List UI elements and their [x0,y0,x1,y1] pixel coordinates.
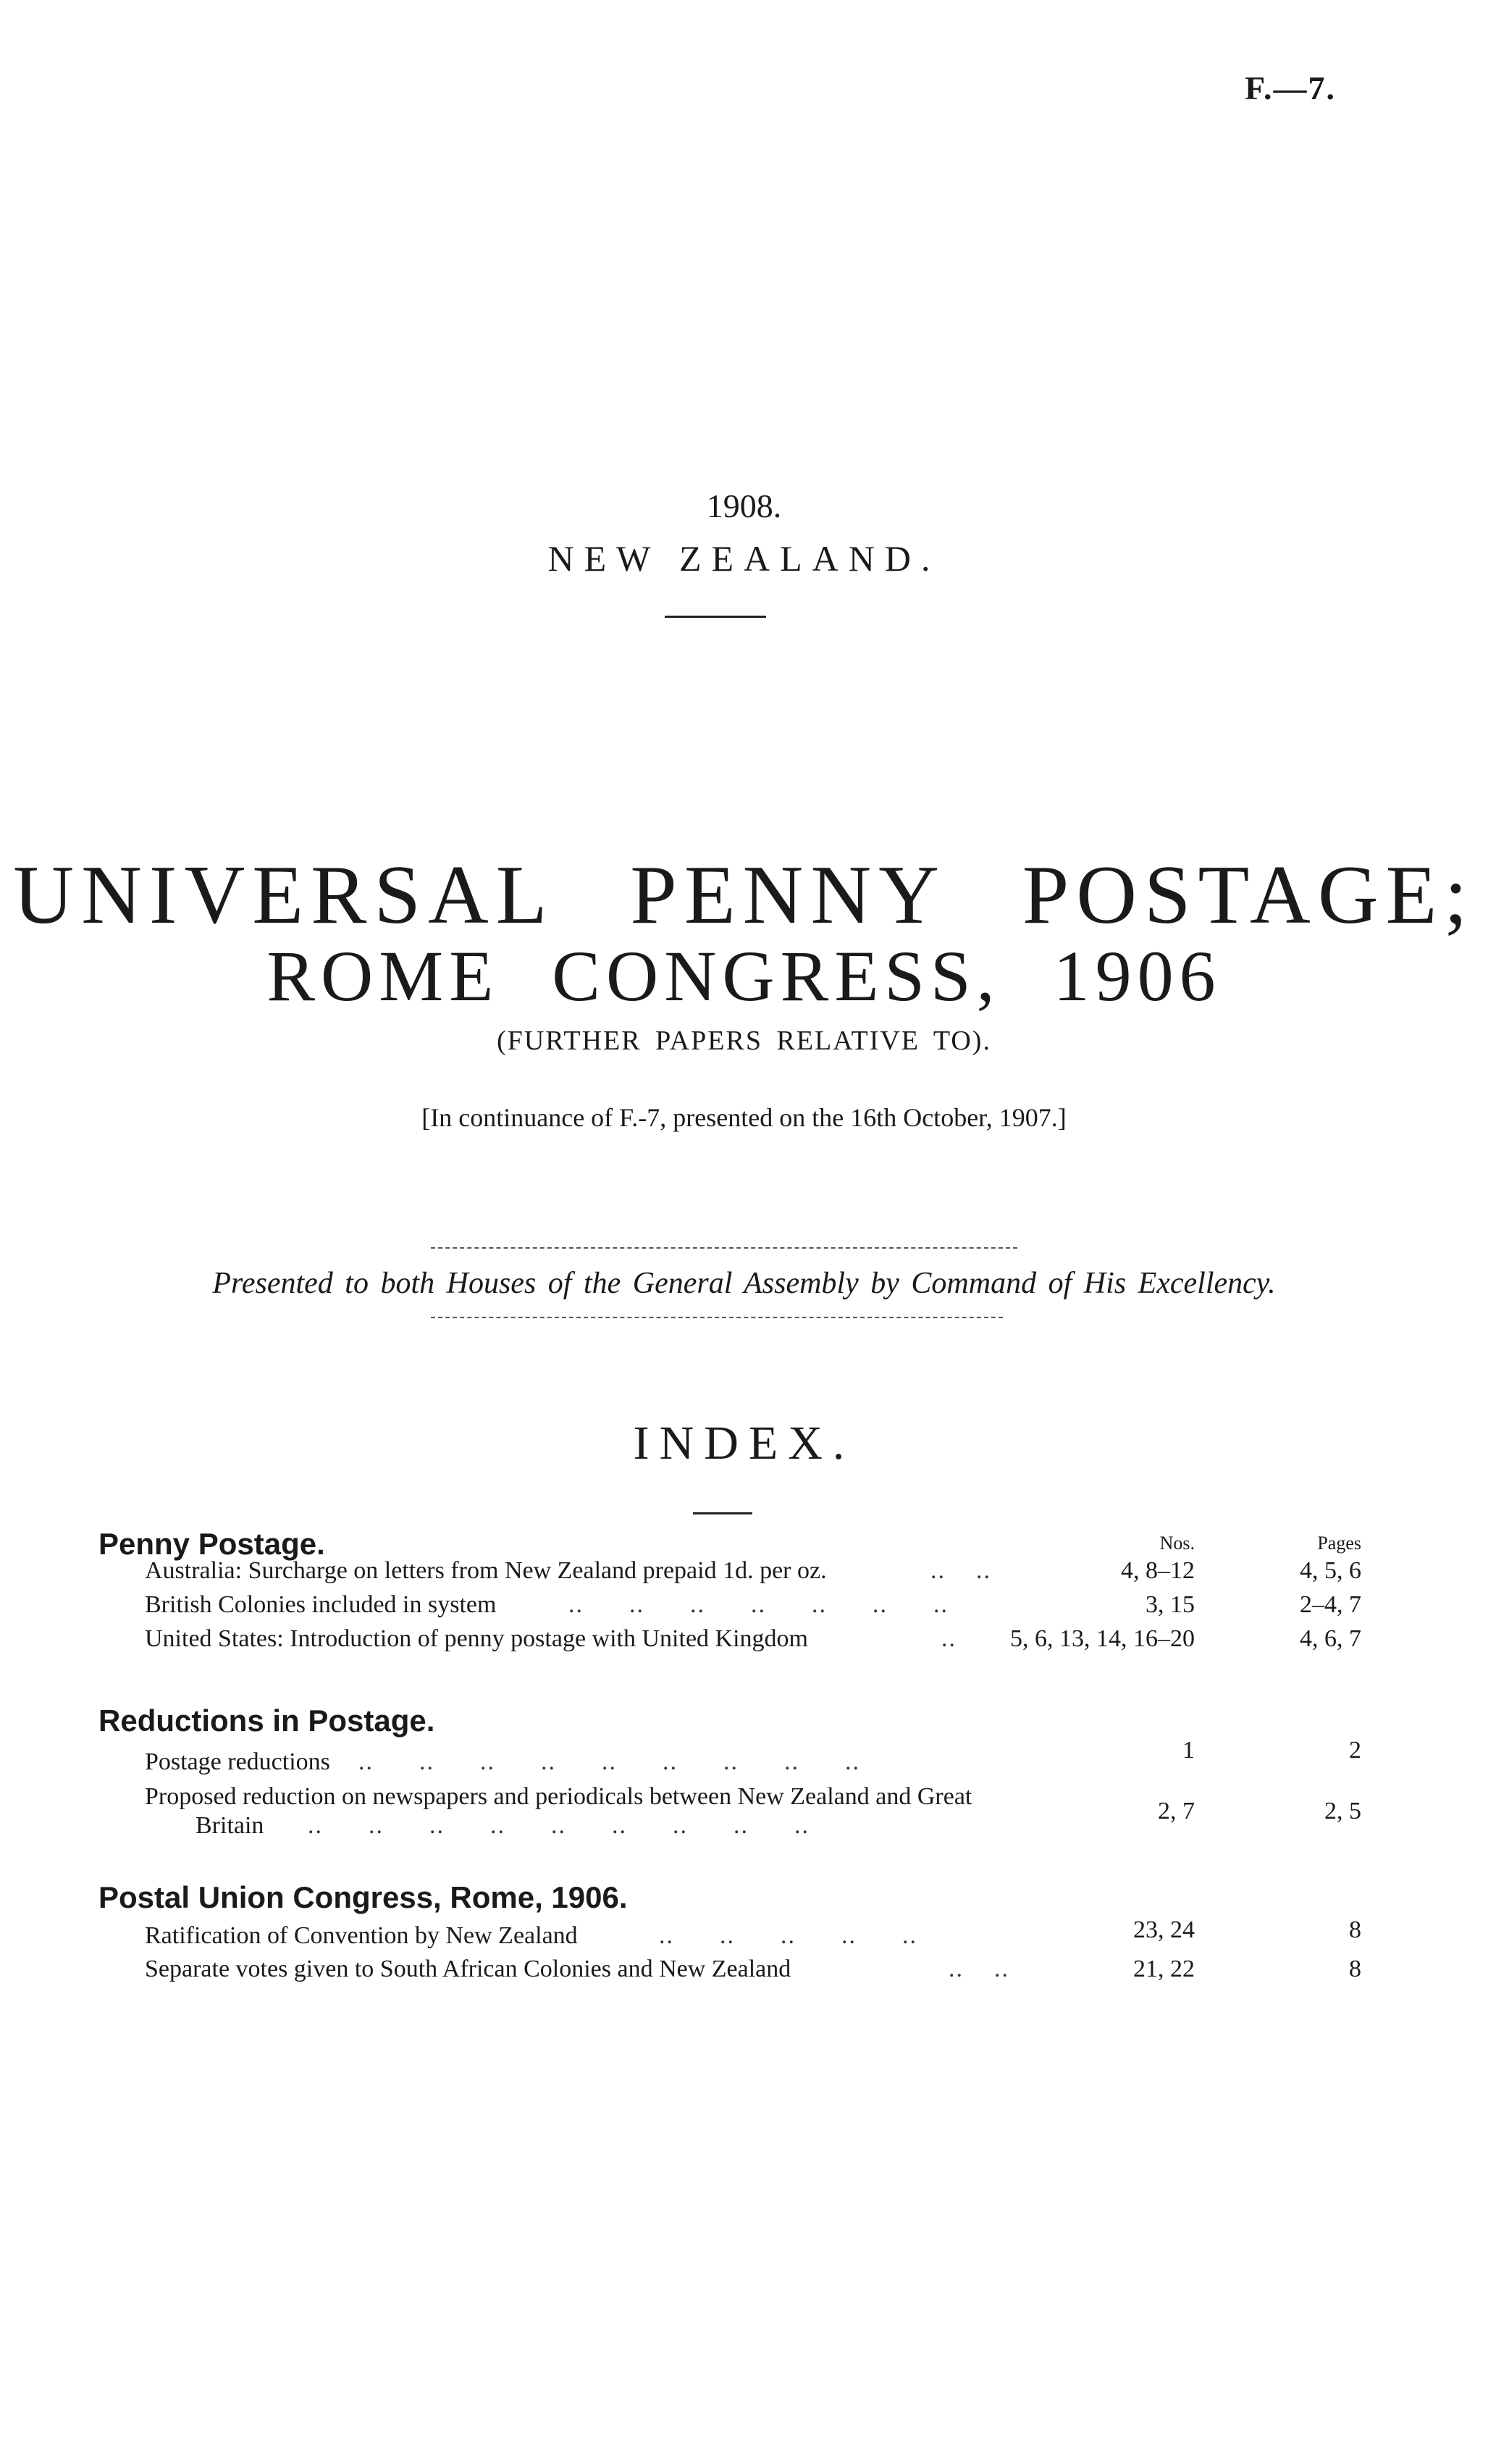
year: 1908. [706,487,782,524]
entry-nos: 21, 22 [1133,1956,1195,1982]
continuance-note: [In continuance of F.-7, presented on the 16th October, 1907.] [421,1103,1067,1132]
entry-label: Proposed reduction on newspapers and periodicals between New Zealand and Great [145,1783,972,1810]
index-entry [145,1783,1361,1848]
leader-dots: .. .. .. .. .. .. .. .. .. [358,1748,860,1775]
entry-nos: 3, 15 [1146,1591,1195,1618]
leader-dots: .. .. .. .. .. .. .. .. .. [308,1812,810,1839]
entry-pages: 4, 6, 7 [1300,1625,1361,1652]
entry-label: British Colonies included in system [145,1591,497,1618]
index-entry [145,1956,1361,1989]
entry-label: Separate votes given to South African Colonies and New Zealand [145,1956,791,1982]
entry-pages: 2, 5 [1324,1798,1361,1824]
index-entry [145,1916,1361,1956]
leader-dots: .. .. .. .. .. .. .. [568,1591,949,1618]
entry-pages: 8 [1349,1956,1361,1982]
title-line-2: ROME CONGRESS, 1906 [266,936,1222,1016]
subtitle: (FURTHER PAPERS RELATIVE TO). [497,1026,991,1056]
leader-dots: .. .. .. .. .. [659,1922,917,1949]
entry-nos: 1 [1182,1737,1195,1764]
entry-nos: 2, 7 [1158,1798,1195,1824]
index-entry [145,1591,1361,1625]
document-reference: F.—7. [1245,70,1336,106]
entry-pages: 2 [1349,1737,1361,1764]
entry-nos: 23, 24 [1133,1916,1195,1943]
index-entry [145,1557,1361,1591]
divider [693,1512,752,1514]
leader-dots: .. .. [949,1956,1009,1982]
section-heading: Postal Union Congress, Rome, 1906. [98,1880,628,1914]
entry-label: Ratification of Convention by New Zealand [145,1922,578,1949]
leader-dots: .. [941,1625,957,1652]
country: NEW ZEALAND. [547,538,941,579]
column-header-nos: Nos. [1159,1533,1195,1554]
entry-label: Postage reductions [145,1748,330,1775]
entry-nos: 5, 6, 13, 14, 16–20 [1010,1625,1195,1652]
entry-pages: 4, 5, 6 [1300,1557,1361,1584]
index-entry [145,1737,1361,1782]
entry-label: Australia: Surcharge on letters from New Zealand prepaid 1d. per oz. [145,1557,827,1584]
leader-dots: .. .. [930,1557,991,1584]
entry-label: United States: Introduction of penny postage with United Kingdom [145,1625,808,1652]
index-entry [145,1625,1361,1659]
presented-statement: Presented to both Houses of the General Assembly by Command of His Excellency. [212,1267,1276,1300]
entry-label-continued: Britain [196,1812,264,1839]
section-heading: Reductions in Postage. [98,1704,435,1738]
title-line-1: UNIVERSAL PENNY POSTAGE; [13,849,1475,942]
entry-pages: 8 [1349,1916,1361,1943]
index-heading: INDEX. [633,1417,855,1470]
divider [431,1247,1017,1249]
divider [665,616,766,618]
entry-pages: 2–4, 7 [1300,1591,1361,1618]
column-header-pages: Pages [1317,1533,1361,1554]
section-heading: Penny Postage. [98,1527,325,1561]
entry-nos: 4, 8–12 [1121,1557,1195,1584]
divider [431,1317,1003,1318]
